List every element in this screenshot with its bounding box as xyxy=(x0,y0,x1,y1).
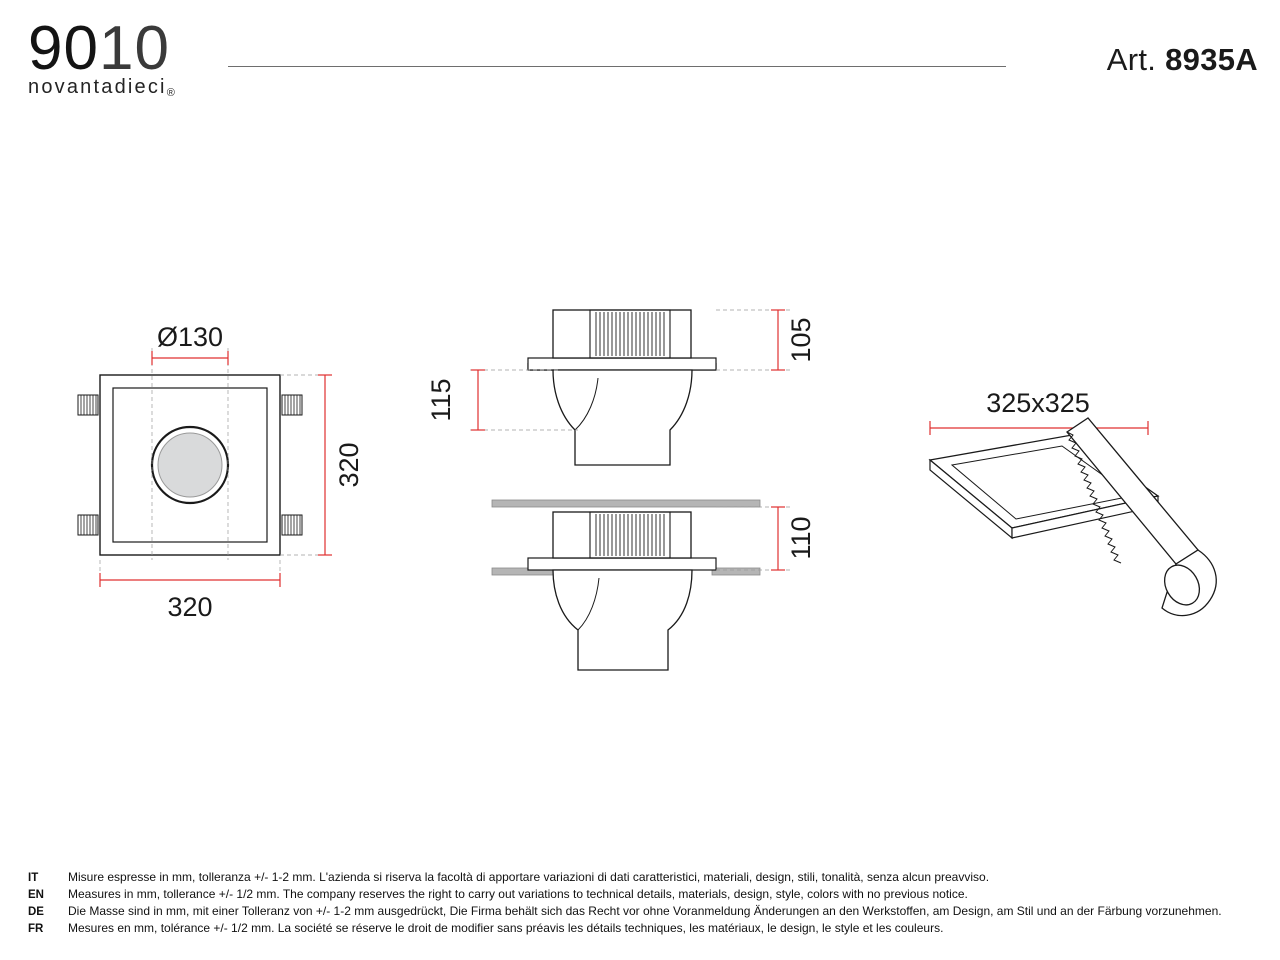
header-divider xyxy=(228,66,1006,67)
dim-template-size-label: 325x325 xyxy=(986,388,1090,418)
note-lang: EN xyxy=(28,889,44,901)
note-row xyxy=(28,887,1260,902)
side-top-plate xyxy=(528,358,716,370)
note-text: Die Masse sind in mm, mit einer Tolleranz von +/- 1-2 mm ausgedrückt, Die Firma behält sich das Recht vor ohne Voranmeldung Änderungen an den Werkstoffen, am Design, am Stil und an der Färbung vorzunehmen. xyxy=(68,904,1222,918)
side-bottom-witness-lines xyxy=(716,507,790,570)
note-text: Misure espresse in mm, tolleranza +/- 1-2 mm. L'azienda si riserva la facoltà di apportare variazioni di dati caratteristici, materiali, design, stili, tonalità, senza alcun preavviso. xyxy=(68,870,990,884)
front-view xyxy=(78,322,364,622)
logo-subtitle xyxy=(28,76,228,99)
dim-front-diameter xyxy=(152,322,228,365)
side-bottom-plaster-skirt xyxy=(553,570,692,670)
article-number: 8935A xyxy=(1165,42,1258,77)
article-code xyxy=(1107,42,1258,78)
dim-template-size xyxy=(930,388,1148,435)
note-lang: DE xyxy=(28,906,44,918)
note-lang: FR xyxy=(28,923,44,935)
logo-subtitle-text: novantadieci xyxy=(28,76,167,98)
drawings-svg xyxy=(0,130,1280,830)
note-row xyxy=(28,904,1260,919)
note-text: Measures in mm, tollerance +/- 1/2 mm. The company reserves the right to carry out variations to technical details, materials, design, style, colors with no previous notice. xyxy=(68,887,968,901)
side-top-plaster-skirt xyxy=(553,370,692,465)
technical-drawings xyxy=(0,130,1280,830)
page-header xyxy=(0,0,1280,130)
logo-main-bold: 90 xyxy=(28,14,99,83)
side-view-top xyxy=(426,310,816,465)
logo-wordmark xyxy=(28,14,228,83)
front-aperture-glass xyxy=(158,433,222,497)
template-view xyxy=(930,388,1216,616)
dim-front-width-label: 320 xyxy=(167,592,213,622)
note-row xyxy=(28,921,1260,936)
ceiling-slab-top xyxy=(492,500,760,507)
dim-front-diameter-label: Ø130 xyxy=(156,322,224,352)
dim-front-width xyxy=(100,573,280,622)
note-lang: IT xyxy=(28,872,39,884)
dim-side-top-depth xyxy=(426,370,485,430)
article-prefix: Art. xyxy=(1106,42,1166,77)
dim-front-height xyxy=(318,375,364,555)
logo-main-thin: 10 xyxy=(98,14,170,83)
ceiling-slab-right xyxy=(712,568,760,575)
registered-mark: ® xyxy=(166,87,178,99)
dim-side-top-height-label: 105 xyxy=(786,317,816,363)
side-view-bottom xyxy=(492,500,816,670)
dim-side-top-height xyxy=(771,310,816,370)
dim-side-bottom-height-label: 110 xyxy=(786,516,816,560)
dim-side-top-depth-label: 115 xyxy=(426,378,456,422)
note-text: Mesures en mm, tolérance +/- 1/2 mm. La société se réserve le droit de modifier sans préavis les détails techniques, les matériaux, le design, le style et les couleurs. xyxy=(68,921,944,935)
side-bottom-plate xyxy=(528,558,716,570)
dim-side-bottom-height xyxy=(771,507,816,570)
note-row xyxy=(28,870,1260,885)
dim-front-height-label: 320 xyxy=(334,442,364,488)
brand-logo xyxy=(28,14,228,99)
footer-notes xyxy=(28,870,1260,938)
